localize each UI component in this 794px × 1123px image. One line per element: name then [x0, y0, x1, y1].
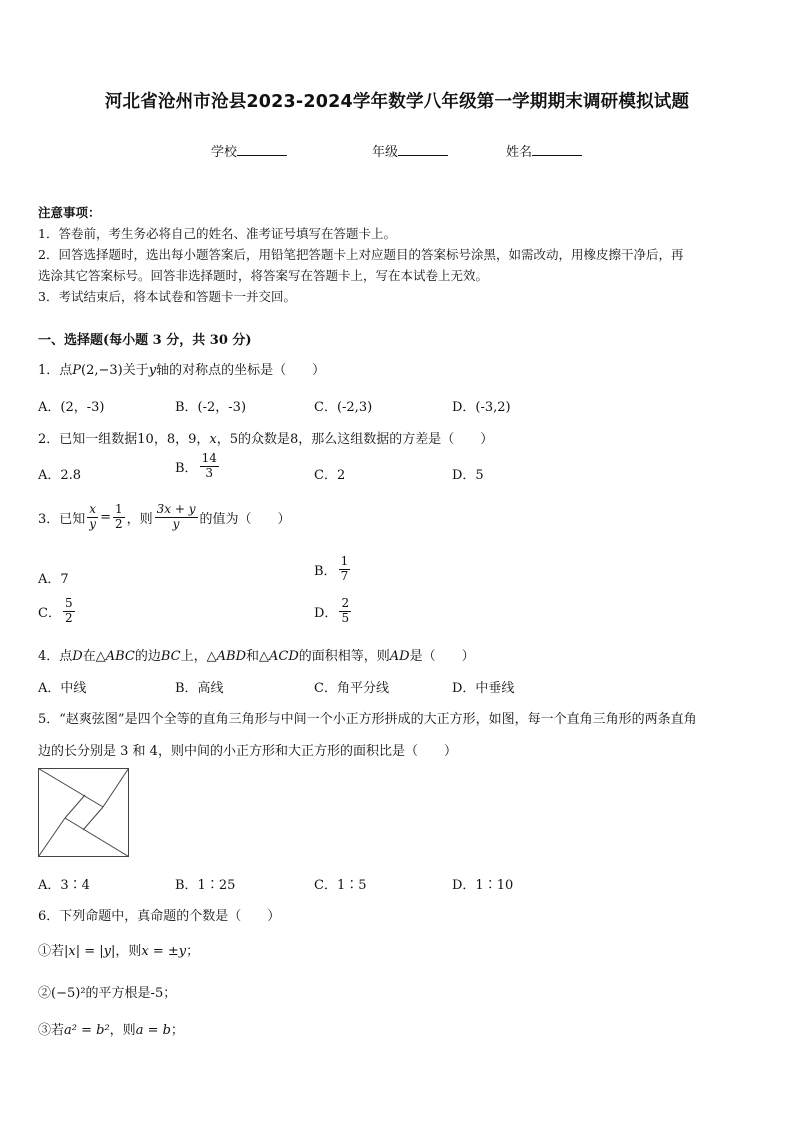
q4-option-c: C．角平分线 [314, 681, 389, 696]
numerator: 1 [114, 502, 123, 516]
q6-math: a = b [135, 1023, 171, 1038]
q1-point: P [72, 363, 82, 378]
q3-fraction-half [113, 503, 125, 532]
q6-text: ，则 [109, 1023, 136, 1038]
q1-text: 关于 [122, 363, 149, 378]
q4-text: 在△ [82, 649, 106, 664]
q4-math: ABC [105, 649, 135, 664]
q4-math: BC [160, 649, 181, 664]
question-2 [38, 428, 493, 447]
q3-fraction-expr [155, 503, 198, 532]
q4-option-a: A．中线 [38, 681, 87, 696]
question-5-line-1: 5．“赵爽弦图”是四个全等的直角三角形与中间一个小正方形拼成的大正方形，如图，每一个直角三角形的两条直角 [38, 712, 697, 727]
notice-item: 3．考试结束后，将本试卷和答题卡一并交回。 [38, 289, 296, 304]
q4-math: ACD [269, 649, 299, 664]
q2-option-a: A．2.8 [38, 468, 82, 483]
zhao-shuang-diagram [37, 767, 130, 858]
q5-option-b: B．1∶25 [175, 878, 236, 893]
q4-option-d: D．中垂线 [452, 681, 515, 696]
q2-option-b-label: B． [175, 460, 198, 476]
q1-option-d: D．(-3,2) [452, 400, 511, 415]
q6-text: ； [186, 944, 200, 959]
denominator: y [172, 516, 180, 531]
q4-text: 是（ ） [409, 649, 475, 664]
q4-text: 的面积相等，则 [298, 649, 390, 664]
triangle-leg [65, 818, 129, 857]
inner-square-edge [83, 807, 103, 830]
q5-option-c: C．1∶5 [314, 878, 367, 893]
question-6: 6．下列命题中，真命题的个数是（ ） [38, 909, 281, 924]
denominator: 7 [340, 568, 349, 583]
q5-option-d: D．1∶10 [452, 878, 514, 893]
q2-option-b-fraction [200, 452, 219, 481]
triangle-leg [103, 769, 129, 808]
outer-square [39, 769, 129, 857]
q3-option-d-label: D． [314, 605, 338, 621]
numerator: 5 [64, 596, 73, 610]
q6-statement-1 [38, 940, 199, 959]
q3-text: 3．已知 [38, 511, 86, 527]
q4-math: ABD [216, 649, 246, 664]
triangle-leg [39, 769, 104, 808]
question-3 [38, 503, 291, 532]
q3-option-b-fraction [339, 555, 351, 584]
q3-option-d-fraction [339, 597, 351, 626]
q3-option-b [314, 555, 352, 584]
q4-math: AD [389, 649, 410, 664]
numerator: x [89, 502, 97, 516]
page-title: 河北省沧州市沧县2023-2024学年数学八年级第一学期期末调研模拟试题 [104, 92, 690, 112]
q3-option-d [314, 597, 353, 626]
q3-text: ，则 [126, 511, 153, 527]
q4-text: 4．点 [38, 649, 73, 664]
q2-var: x [209, 432, 217, 447]
triangle-leg [39, 818, 66, 857]
q6-text: ； [170, 1023, 184, 1038]
numerator: 14 [201, 451, 217, 465]
question-1 [38, 359, 325, 378]
denominator: 3 [205, 465, 214, 480]
notice-item: 选涂其它答案标号。回答非选择题时，将答案写在答题卡上，写在本试卷上无效。 [38, 268, 489, 283]
name-blank [532, 143, 582, 156]
q1-option-b: B．(-2，-3) [175, 400, 247, 415]
q1-option-a: A．(2，-3) [38, 400, 105, 415]
q4-text: 的边 [134, 649, 161, 664]
numerator: 2 [341, 596, 350, 610]
q6-math: x = ±y [141, 944, 187, 959]
q6-text: ①若 [38, 944, 65, 959]
q1-axis: y [148, 363, 157, 378]
grade-blank [398, 143, 448, 156]
q1-text: 轴的对称点的坐标是（ ） [156, 363, 326, 378]
numerator: 3x + y [156, 502, 196, 516]
q4-text: 和△ [246, 649, 269, 664]
q6-math: (−5)² [51, 986, 86, 1001]
q3-option-a: A．7 [38, 572, 69, 587]
q6-statement-2 [38, 982, 176, 1001]
q6-math: |x| = |y| [64, 944, 116, 959]
q1-coord: (2,−3) [81, 363, 123, 378]
question-4 [38, 645, 475, 664]
q4-math: D [72, 649, 83, 664]
q6-text: 的平方根是-5； [85, 986, 177, 1001]
q1-text: 1．点 [38, 363, 73, 378]
notice-item: 2．回答选择题时，选出每小题答案后，用铅笔把答题卡上对应题目的答案标号涂黑，如需改动，用橡皮擦干净后，再 [38, 247, 684, 262]
school-blank [237, 143, 287, 156]
school-field [211, 141, 287, 160]
grade-label: 年级 [372, 145, 399, 160]
q3-option-b-label: B． [314, 563, 337, 579]
q3-option-c [38, 597, 77, 626]
q2-option-d: D．5 [452, 468, 484, 483]
grade-field [372, 141, 448, 160]
q6-text: ③若 [38, 1023, 65, 1038]
q6-text: ② [38, 986, 52, 1001]
name-label: 姓名 [506, 145, 533, 160]
q2-text: ，5的众数是8，那么这组数据的方差是（ ） [216, 432, 494, 447]
q3-option-c-label: C． [38, 605, 61, 621]
q4-option-b: B．高线 [175, 681, 224, 696]
q6-statement-3 [38, 1019, 184, 1038]
numerator: 1 [340, 554, 349, 568]
q2-option-b [175, 452, 221, 481]
denominator: 5 [341, 610, 350, 625]
notice-item: 1．答卷前，考生务必将自己的姓名、准考证号填写在答题卡上。 [38, 226, 396, 241]
q5-option-a: A．3∶4 [38, 878, 90, 893]
q3-text: 的值为（ ） [199, 511, 291, 527]
school-label: 学校 [211, 145, 238, 160]
notice-heading: 注意事项： [38, 205, 101, 220]
denominator: 2 [64, 610, 73, 625]
denominator: y [89, 516, 97, 531]
name-field [506, 141, 582, 160]
q6-math: a² = b² [64, 1023, 110, 1038]
q1-option-c: C．(-2,3) [314, 400, 373, 415]
section-heading: 一、选择题(每小题 3 分，共 30 分) [38, 333, 252, 348]
q2-option-c: C．2 [314, 468, 346, 483]
q6-text: ，则 [115, 944, 142, 959]
inner-square-edge [65, 795, 85, 818]
q3-equals: = [100, 509, 111, 525]
q3-option-c-fraction [63, 597, 75, 626]
q2-text: 2．已知一组数据10，8，9， [38, 432, 210, 447]
question-5-line-2: 边的长分别是 3 和 4，则中间的小正方形和大正方形的面积比是（ ） [38, 744, 457, 759]
q3-fraction-x-y [87, 503, 98, 532]
q4-text: 上，△ [180, 649, 217, 664]
denominator: 2 [114, 516, 123, 531]
